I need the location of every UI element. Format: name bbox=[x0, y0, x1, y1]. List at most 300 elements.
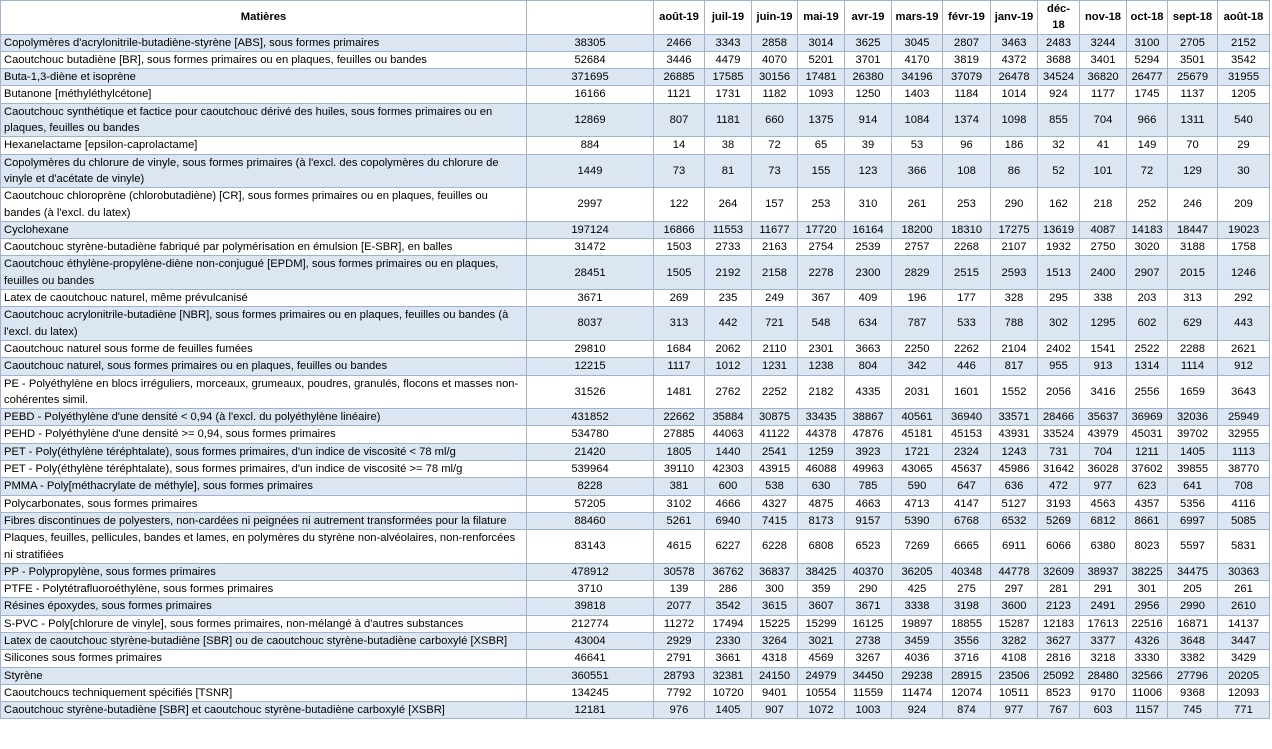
cell-value: 3193 bbox=[1038, 495, 1080, 512]
cell-value: 39 bbox=[845, 137, 892, 154]
cell-value: 53 bbox=[892, 137, 943, 154]
cell-value: 1405 bbox=[705, 702, 752, 719]
cell-value: 47876 bbox=[845, 426, 892, 443]
cell-value: 10720 bbox=[705, 684, 752, 701]
cell-value: 3459 bbox=[892, 632, 943, 649]
cell-value: 313 bbox=[654, 307, 705, 341]
row-label: Fibres discontinues de polyesters, non-cardées ni peignées ni autrement transformées pour la filature bbox=[1, 512, 527, 529]
cell-value: 2733 bbox=[705, 239, 752, 256]
cell-value: 11553 bbox=[705, 221, 752, 238]
cell-value: 281 bbox=[1038, 581, 1080, 598]
table-row bbox=[1, 86, 1270, 103]
cell-value: 6227 bbox=[705, 530, 752, 564]
cell-value: 249 bbox=[752, 290, 798, 307]
row-label: Caoutchouc éthylène-propylène-diène non-conjugué [EPDM], sous formes primaires ou en plaques, feuilles ou bandes bbox=[1, 256, 527, 290]
cell-value: 1374 bbox=[943, 103, 991, 137]
cell-value: 65 bbox=[798, 137, 845, 154]
cell-value: 295 bbox=[1038, 290, 1080, 307]
cell-value: 38937 bbox=[1080, 563, 1127, 580]
row-total: 8228 bbox=[527, 478, 654, 495]
cell-value: 2301 bbox=[798, 340, 845, 357]
cell-value: 177 bbox=[943, 290, 991, 307]
cell-value: 45637 bbox=[943, 461, 991, 478]
table-row bbox=[1, 443, 1270, 460]
cell-value: 2278 bbox=[798, 256, 845, 290]
cell-value: 30875 bbox=[752, 409, 798, 426]
row-label: Caoutchouc naturel, sous formes primaires ou en plaques, feuilles ou bandes bbox=[1, 358, 527, 375]
header-row bbox=[1, 1, 1270, 35]
cell-value: 3625 bbox=[845, 34, 892, 51]
cell-value: 1375 bbox=[798, 103, 845, 137]
cell-value: 20205 bbox=[1218, 667, 1270, 684]
cell-value: 590 bbox=[892, 478, 943, 495]
table-row bbox=[1, 290, 1270, 307]
cell-value: 1117 bbox=[654, 358, 705, 375]
table-row bbox=[1, 563, 1270, 580]
cell-value: 101 bbox=[1080, 154, 1127, 188]
cell-value: 39702 bbox=[1168, 426, 1218, 443]
cell-value: 855 bbox=[1038, 103, 1080, 137]
cell-value: 338 bbox=[1080, 290, 1127, 307]
cell-value: 1601 bbox=[943, 375, 991, 409]
cell-value: 14 bbox=[654, 137, 705, 154]
row-label: Résines époxydes, sous formes primaires bbox=[1, 598, 527, 615]
cell-value: 1211 bbox=[1127, 443, 1168, 460]
column-header-month: août-19 bbox=[654, 1, 705, 35]
cell-value: 35637 bbox=[1080, 409, 1127, 426]
cell-value: 37602 bbox=[1127, 461, 1168, 478]
column-header-month: oct-18 bbox=[1127, 1, 1168, 35]
cell-value: 11006 bbox=[1127, 684, 1168, 701]
cell-value: 11559 bbox=[845, 684, 892, 701]
table-body bbox=[1, 34, 1270, 719]
row-total: 21420 bbox=[527, 443, 654, 460]
row-total: 2997 bbox=[527, 188, 654, 222]
cell-value: 1295 bbox=[1080, 307, 1127, 341]
cell-value: 3819 bbox=[943, 51, 991, 68]
row-total: 1449 bbox=[527, 154, 654, 188]
cell-value: 3688 bbox=[1038, 51, 1080, 68]
row-label: PMMA - Poly[méthacrylate de méthyle], sous formes primaires bbox=[1, 478, 527, 495]
cell-value: 2539 bbox=[845, 239, 892, 256]
cell-value: 5597 bbox=[1168, 530, 1218, 564]
table-row bbox=[1, 239, 1270, 256]
cell-value: 38425 bbox=[798, 563, 845, 580]
cell-value: 4666 bbox=[705, 495, 752, 512]
cell-value: 5294 bbox=[1127, 51, 1168, 68]
cell-value: 36940 bbox=[943, 409, 991, 426]
cell-value: 3218 bbox=[1080, 650, 1127, 667]
cell-value: 787 bbox=[892, 307, 943, 341]
cell-value: 38 bbox=[705, 137, 752, 154]
cell-value: 16871 bbox=[1168, 615, 1218, 632]
cell-value: 70 bbox=[1168, 137, 1218, 154]
cell-value: 310 bbox=[845, 188, 892, 222]
cell-value: 1932 bbox=[1038, 239, 1080, 256]
cell-value: 602 bbox=[1127, 307, 1168, 341]
cell-value: 3663 bbox=[845, 340, 892, 357]
cell-value: 2288 bbox=[1168, 340, 1218, 357]
cell-value: 72 bbox=[1127, 154, 1168, 188]
cell-value: 31955 bbox=[1218, 69, 1270, 86]
cell-value: 924 bbox=[892, 702, 943, 719]
row-total: 52684 bbox=[527, 51, 654, 68]
cell-value: 86 bbox=[991, 154, 1038, 188]
cell-value: 4087 bbox=[1080, 221, 1127, 238]
cell-value: 5269 bbox=[1038, 512, 1080, 529]
cell-value: 2152 bbox=[1218, 34, 1270, 51]
column-header-month: déc-18 bbox=[1038, 1, 1080, 35]
cell-value: 25679 bbox=[1168, 69, 1218, 86]
cell-value: 38225 bbox=[1127, 563, 1168, 580]
cell-value: 313 bbox=[1168, 290, 1218, 307]
cell-value: 5261 bbox=[654, 512, 705, 529]
cell-value: 15287 bbox=[991, 615, 1038, 632]
cell-value: 2062 bbox=[705, 340, 752, 357]
cell-value: 785 bbox=[845, 478, 892, 495]
row-total: 8037 bbox=[527, 307, 654, 341]
cell-value: 3102 bbox=[654, 495, 705, 512]
row-label: Caoutchouc styrène-butadiène [SBR] et caoutchouc styrène-butadiène carboxylé [XSBR] bbox=[1, 702, 527, 719]
cell-value: 7269 bbox=[892, 530, 943, 564]
cell-value: 18855 bbox=[943, 615, 991, 632]
cell-value: 2754 bbox=[798, 239, 845, 256]
cell-value: 44378 bbox=[798, 426, 845, 443]
cell-value: 912 bbox=[1218, 358, 1270, 375]
cell-value: 301 bbox=[1127, 581, 1168, 598]
row-label: Caoutchouc synthétique et factice pour caoutchouc dérivé des huiles, sous formes primaires ou en plaques, feuilles ou bandes bbox=[1, 103, 527, 137]
cell-value: 1121 bbox=[654, 86, 705, 103]
cell-value: 297 bbox=[991, 581, 1038, 598]
row-label: Styrène bbox=[1, 667, 527, 684]
cell-value: 4147 bbox=[943, 495, 991, 512]
cell-value: 30156 bbox=[752, 69, 798, 86]
row-total: 28451 bbox=[527, 256, 654, 290]
cell-value: 966 bbox=[1127, 103, 1168, 137]
cell-value: 39110 bbox=[654, 461, 705, 478]
cell-value: 2056 bbox=[1038, 375, 1080, 409]
cell-value: 548 bbox=[798, 307, 845, 341]
cell-value: 49963 bbox=[845, 461, 892, 478]
cell-value: 3671 bbox=[845, 598, 892, 615]
cell-value: 704 bbox=[1080, 103, 1127, 137]
cell-value: 721 bbox=[752, 307, 798, 341]
column-header-matieres: Matières bbox=[1, 1, 527, 35]
cell-value: 1805 bbox=[654, 443, 705, 460]
cell-value: 2324 bbox=[943, 443, 991, 460]
cell-value: 28793 bbox=[654, 667, 705, 684]
cell-value: 6808 bbox=[798, 530, 845, 564]
cell-value: 2990 bbox=[1168, 598, 1218, 615]
cell-value: 2522 bbox=[1127, 340, 1168, 357]
table-row bbox=[1, 461, 1270, 478]
cell-value: 275 bbox=[943, 581, 991, 598]
cell-value: 1721 bbox=[892, 443, 943, 460]
cell-value: 9170 bbox=[1080, 684, 1127, 701]
table-row bbox=[1, 256, 1270, 290]
row-total: 431852 bbox=[527, 409, 654, 426]
cell-value: 108 bbox=[943, 154, 991, 188]
cell-value: 4036 bbox=[892, 650, 943, 667]
cell-value: 15225 bbox=[752, 615, 798, 632]
cell-value: 22516 bbox=[1127, 615, 1168, 632]
cell-value: 203 bbox=[1127, 290, 1168, 307]
row-total: 43004 bbox=[527, 632, 654, 649]
cell-value: 44778 bbox=[991, 563, 1038, 580]
cell-value: 6768 bbox=[943, 512, 991, 529]
cell-value: 5201 bbox=[798, 51, 845, 68]
cell-value: 3607 bbox=[798, 598, 845, 615]
cell-value: 3446 bbox=[654, 51, 705, 68]
cell-value: 22662 bbox=[654, 409, 705, 426]
cell-value: 4615 bbox=[654, 530, 705, 564]
cell-value: 3343 bbox=[705, 34, 752, 51]
cell-value: 1012 bbox=[705, 358, 752, 375]
cell-value: 9368 bbox=[1168, 684, 1218, 701]
table-row bbox=[1, 530, 1270, 564]
cell-value: 3045 bbox=[892, 34, 943, 51]
cell-value: 328 bbox=[991, 290, 1038, 307]
cell-value: 2816 bbox=[1038, 650, 1080, 667]
cell-value: 1659 bbox=[1168, 375, 1218, 409]
cell-value: 977 bbox=[991, 702, 1038, 719]
cell-value: 45031 bbox=[1127, 426, 1168, 443]
cell-value: 5085 bbox=[1218, 512, 1270, 529]
row-label: Caoutchoucs techniquement spécifiés [TSNR] bbox=[1, 684, 527, 701]
cell-value: 25092 bbox=[1038, 667, 1080, 684]
cell-value: 2593 bbox=[991, 256, 1038, 290]
cell-value: 16125 bbox=[845, 615, 892, 632]
column-header-month: nov-18 bbox=[1080, 1, 1127, 35]
cell-value: 771 bbox=[1218, 702, 1270, 719]
table-row bbox=[1, 581, 1270, 598]
cell-value: 2400 bbox=[1080, 256, 1127, 290]
cell-value: 33435 bbox=[798, 409, 845, 426]
cell-value: 2163 bbox=[752, 239, 798, 256]
cell-value: 2330 bbox=[705, 632, 752, 649]
cell-value: 3330 bbox=[1127, 650, 1168, 667]
cell-value: 3615 bbox=[752, 598, 798, 615]
table-row bbox=[1, 598, 1270, 615]
cell-value: 630 bbox=[798, 478, 845, 495]
cell-value: 32955 bbox=[1218, 426, 1270, 443]
cell-value: 767 bbox=[1038, 702, 1080, 719]
cell-value: 264 bbox=[705, 188, 752, 222]
cell-value: 5356 bbox=[1168, 495, 1218, 512]
cell-value: 817 bbox=[991, 358, 1038, 375]
row-total: 134245 bbox=[527, 684, 654, 701]
cell-value: 17720 bbox=[798, 221, 845, 238]
cell-value: 3188 bbox=[1168, 239, 1218, 256]
table-row bbox=[1, 221, 1270, 238]
cell-value: 2621 bbox=[1218, 340, 1270, 357]
table-row bbox=[1, 188, 1270, 222]
cell-value: 1403 bbox=[892, 86, 943, 103]
cell-value: 1177 bbox=[1080, 86, 1127, 103]
cell-value: 12183 bbox=[1038, 615, 1080, 632]
cell-value: 1014 bbox=[991, 86, 1038, 103]
cell-value: 2077 bbox=[654, 598, 705, 615]
cell-value: 2262 bbox=[943, 340, 991, 357]
cell-value: 2104 bbox=[991, 340, 1038, 357]
cell-value: 8523 bbox=[1038, 684, 1080, 701]
cell-value: 45153 bbox=[943, 426, 991, 443]
cell-value: 5390 bbox=[892, 512, 943, 529]
cell-value: 2250 bbox=[892, 340, 943, 357]
table-row bbox=[1, 103, 1270, 137]
cell-value: 4372 bbox=[991, 51, 1038, 68]
cell-value: 446 bbox=[943, 358, 991, 375]
cell-value: 4875 bbox=[798, 495, 845, 512]
cell-value: 12074 bbox=[943, 684, 991, 701]
cell-value: 3501 bbox=[1168, 51, 1218, 68]
cell-value: 15299 bbox=[798, 615, 845, 632]
cell-value: 1440 bbox=[705, 443, 752, 460]
cell-value: 6532 bbox=[991, 512, 1038, 529]
cell-value: 4479 bbox=[705, 51, 752, 68]
cell-value: 291 bbox=[1080, 581, 1127, 598]
cell-value: 24150 bbox=[752, 667, 798, 684]
cell-value: 3338 bbox=[892, 598, 943, 615]
cell-value: 10511 bbox=[991, 684, 1038, 701]
cell-value: 3556 bbox=[943, 632, 991, 649]
row-total: 478912 bbox=[527, 563, 654, 580]
table-row bbox=[1, 650, 1270, 667]
cell-value: 6066 bbox=[1038, 530, 1080, 564]
cell-value: 30363 bbox=[1218, 563, 1270, 580]
cell-value: 538 bbox=[752, 478, 798, 495]
cell-value: 2610 bbox=[1218, 598, 1270, 615]
cell-value: 38770 bbox=[1218, 461, 1270, 478]
cell-value: 2907 bbox=[1127, 256, 1168, 290]
cell-value: 17494 bbox=[705, 615, 752, 632]
cell-value: 2705 bbox=[1168, 34, 1218, 51]
table-row bbox=[1, 69, 1270, 86]
cell-value: 804 bbox=[845, 358, 892, 375]
cell-value: 636 bbox=[991, 478, 1038, 495]
cell-value: 8023 bbox=[1127, 530, 1168, 564]
cell-value: 36028 bbox=[1080, 461, 1127, 478]
column-header-month: mars-19 bbox=[892, 1, 943, 35]
cell-value: 28466 bbox=[1038, 409, 1080, 426]
cell-value: 647 bbox=[943, 478, 991, 495]
row-total: 12869 bbox=[527, 103, 654, 137]
cell-value: 1114 bbox=[1168, 358, 1218, 375]
cell-value: 381 bbox=[654, 478, 705, 495]
row-total: 3710 bbox=[527, 581, 654, 598]
cell-value: 807 bbox=[654, 103, 705, 137]
cell-value: 3429 bbox=[1218, 650, 1270, 667]
cell-value: 6523 bbox=[845, 530, 892, 564]
cell-value: 17275 bbox=[991, 221, 1038, 238]
cell-value: 122 bbox=[654, 188, 705, 222]
row-total: 31526 bbox=[527, 375, 654, 409]
cell-value: 425 bbox=[892, 581, 943, 598]
cell-value: 157 bbox=[752, 188, 798, 222]
cell-value: 2738 bbox=[845, 632, 892, 649]
cell-value: 38867 bbox=[845, 409, 892, 426]
cell-value: 2107 bbox=[991, 239, 1038, 256]
cell-value: 300 bbox=[752, 581, 798, 598]
row-label: Silicones sous formes primaires bbox=[1, 650, 527, 667]
cell-value: 30578 bbox=[654, 563, 705, 580]
cell-value: 7415 bbox=[752, 512, 798, 529]
cell-value: 6812 bbox=[1080, 512, 1127, 529]
cell-value: 25949 bbox=[1218, 409, 1270, 426]
cell-value: 40370 bbox=[845, 563, 892, 580]
cell-value: 1137 bbox=[1168, 86, 1218, 103]
cell-value: 660 bbox=[752, 103, 798, 137]
cell-value: 10554 bbox=[798, 684, 845, 701]
cell-value: 23506 bbox=[991, 667, 1038, 684]
row-label: PP - Polypropylène, sous formes primaires bbox=[1, 563, 527, 580]
cell-value: 641 bbox=[1168, 478, 1218, 495]
cell-value: 2762 bbox=[705, 375, 752, 409]
cell-value: 3377 bbox=[1080, 632, 1127, 649]
cell-value: 17585 bbox=[705, 69, 752, 86]
table-row bbox=[1, 340, 1270, 357]
row-total: 29810 bbox=[527, 340, 654, 357]
cell-value: 72 bbox=[752, 137, 798, 154]
cell-value: 2466 bbox=[654, 34, 705, 51]
cell-value: 253 bbox=[943, 188, 991, 222]
cell-value: 913 bbox=[1080, 358, 1127, 375]
row-total: 534780 bbox=[527, 426, 654, 443]
cell-value: 44063 bbox=[705, 426, 752, 443]
cell-value: 12093 bbox=[1218, 684, 1270, 701]
table-row bbox=[1, 154, 1270, 188]
column-header-month: juil-19 bbox=[705, 1, 752, 35]
table-row bbox=[1, 632, 1270, 649]
row-total: 539964 bbox=[527, 461, 654, 478]
cell-value: 4070 bbox=[752, 51, 798, 68]
cell-value: 235 bbox=[705, 290, 752, 307]
cell-value: 73 bbox=[654, 154, 705, 188]
cell-value: 1238 bbox=[798, 358, 845, 375]
cell-value: 269 bbox=[654, 290, 705, 307]
cell-value: 2491 bbox=[1080, 598, 1127, 615]
row-total: 197124 bbox=[527, 221, 654, 238]
row-total: 38305 bbox=[527, 34, 654, 51]
cell-value: 28915 bbox=[943, 667, 991, 684]
row-label: Buta-1,3-diène et isoprène bbox=[1, 69, 527, 86]
cell-value: 32381 bbox=[705, 667, 752, 684]
cell-value: 18310 bbox=[943, 221, 991, 238]
table-row bbox=[1, 358, 1270, 375]
cell-value: 788 bbox=[991, 307, 1038, 341]
cell-value: 3020 bbox=[1127, 239, 1168, 256]
cell-value: 3542 bbox=[705, 598, 752, 615]
cell-value: 1184 bbox=[943, 86, 991, 103]
cell-value: 1181 bbox=[705, 103, 752, 137]
cell-value: 36969 bbox=[1127, 409, 1168, 426]
cell-value: 1084 bbox=[892, 103, 943, 137]
row-label: PEBD - Polyéthylène d'une densité < 0,94 (à l'excl. du polyéthylène linéaire) bbox=[1, 409, 527, 426]
cell-value: 914 bbox=[845, 103, 892, 137]
cell-value: 16164 bbox=[845, 221, 892, 238]
cell-value: 2192 bbox=[705, 256, 752, 290]
cell-value: 4326 bbox=[1127, 632, 1168, 649]
row-label: PEHD - Polyéthylène d'une densité >= 0,94, sous formes primaires bbox=[1, 426, 527, 443]
cell-value: 1231 bbox=[752, 358, 798, 375]
cell-value: 3661 bbox=[705, 650, 752, 667]
cell-value: 4357 bbox=[1127, 495, 1168, 512]
cell-value: 3627 bbox=[1038, 632, 1080, 649]
cell-value: 2268 bbox=[943, 239, 991, 256]
cell-value: 36837 bbox=[752, 563, 798, 580]
cell-value: 31642 bbox=[1038, 461, 1080, 478]
cell-value: 36820 bbox=[1080, 69, 1127, 86]
